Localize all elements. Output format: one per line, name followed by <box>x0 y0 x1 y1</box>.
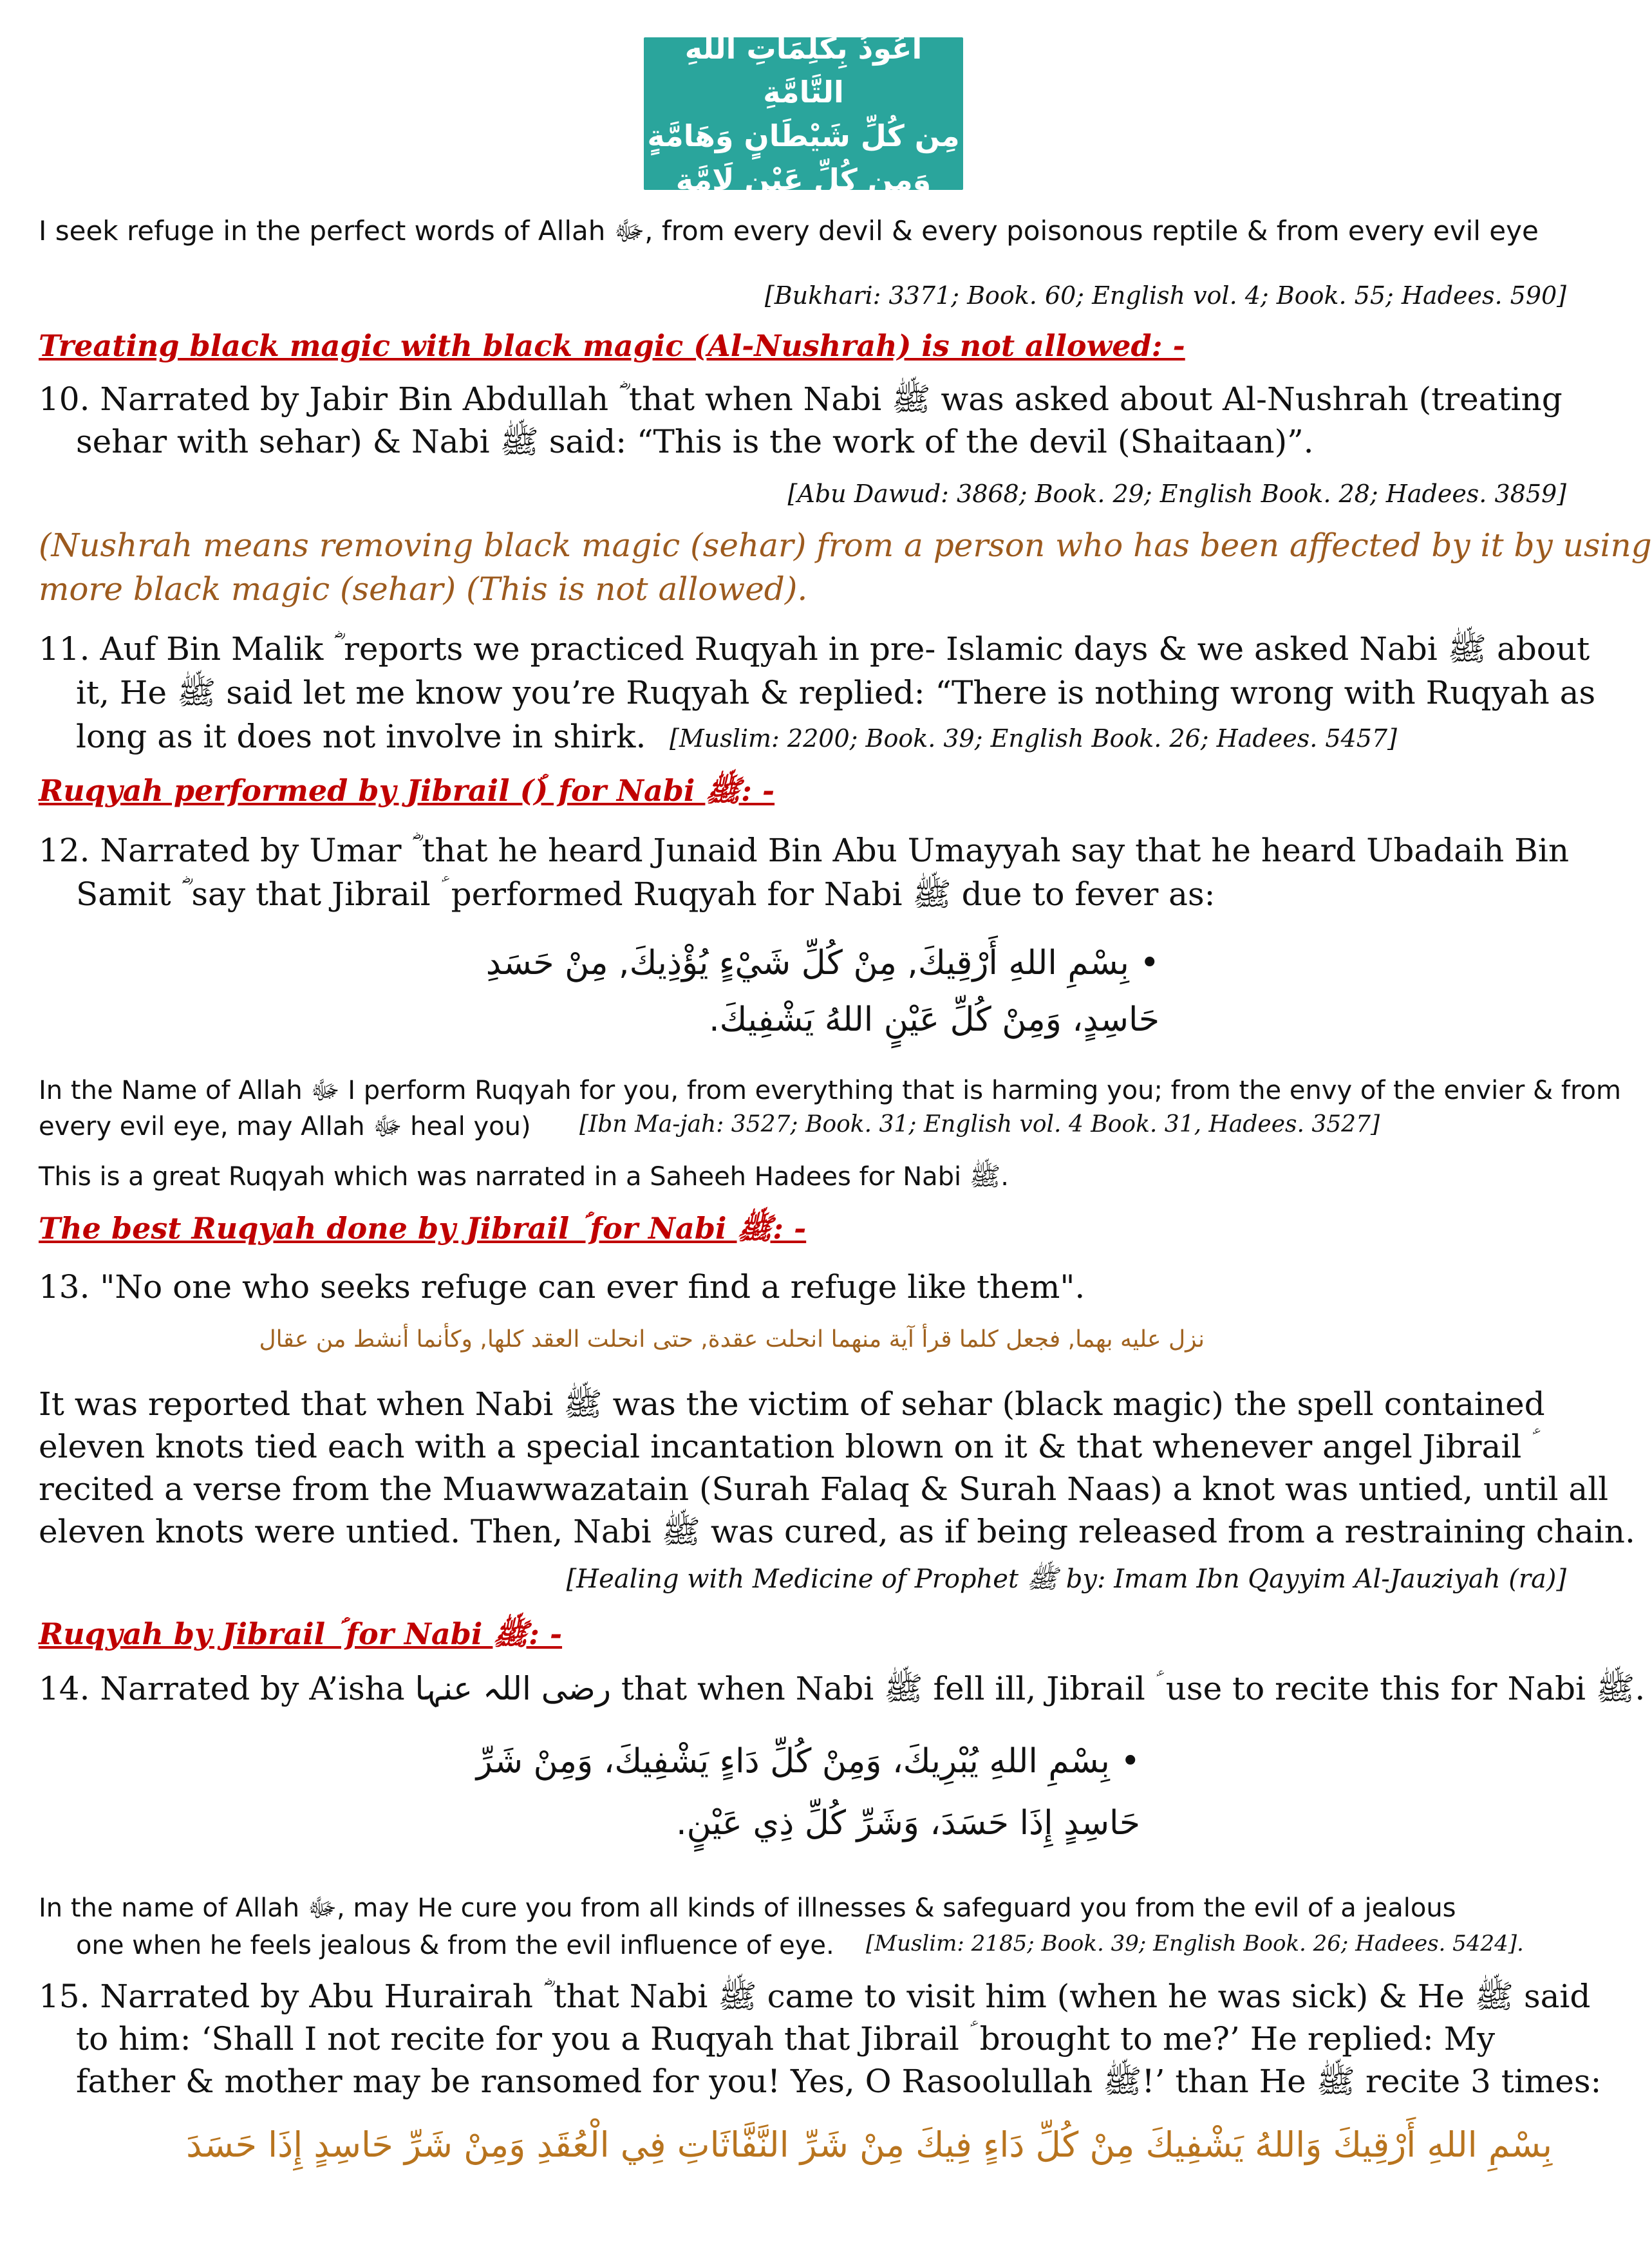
hadees-12-line-1: 12. Narrated by Umar ؓ that he heard Junaid Bin Abu Umayyah say that he heard Ubadaih Bin <box>39 832 1570 869</box>
hadees-11-line-3: long as it does not involve in shirk. <box>76 718 646 755</box>
banner-line-2: مِن كُلِّ شَيْطَانٍ وَهَامَّةٍ <box>647 118 960 153</box>
ruqyah-12-translation-line-2: every evil eye, may Allah ﷻ heal you) <box>39 1112 531 1141</box>
banner-line-3: وَمِن كُلِّ عَيْنٍ لَامَّةٍ <box>675 162 932 197</box>
section-heading-jibrail-ruqyah: Ruqyah performed by Jibrail (ؑ) for Nabi ﷺ: - <box>39 773 775 808</box>
ruqyah-arabic-15: بِسْمِ اللهِ أَرْقِيكَ وَاللهُ يَشْفِيكَ مِنْ كُلِّ دَاءٍ فِيكَ مِنْ شَرِّ النَّفَّاثَاتِ فِي الْعُقَدِ وَمِنْ شَرِّ حَاسِدٍ إِذَا حَسَدَ <box>186 2124 1552 2165</box>
healing-reference: [Healing with Medicine of Prophet ﷺ by: Imam Ibn Qayyim Al-Jauziyah (ra)] <box>566 1564 1566 1594</box>
saheeh-note: This is a great Ruqyah which was narrated in a Saheeh Hadees for Nabi ﷺ. <box>39 1162 1009 1192</box>
section-heading-best-ruqyah: The best Ruqyah done by Jibrail ؑ for Nabi ﷺ: - <box>39 1211 807 1246</box>
ruqyah-12-translation-line-1: In the Name of Allah ﷻ I perform Ruqyah for you, from everything that is harming you; from the envy of the envier & from <box>39 1076 1621 1105</box>
ruqyah-arabic-14-line-2: حَاسِدٍ إِذَا حَسَدَ، وَشَرِّ كُلِّ ذِي عَيْنٍ. <box>676 1804 1140 1842</box>
section-heading-ruqyah-by-jibrail: Ruqyah by Jibrail ؑ for Nabi ﷺ: - <box>39 1617 563 1651</box>
ruqyah-14-reference: [Muslim: 2185; Book. 39; English Book. 26; Hadees. 5424]. <box>866 1931 1524 1956</box>
ruqyah-14-translation-line-1: In the name of Allah ﷻ, may He cure you from all kinds of illnesses & safeguard you from the evil of a jealous <box>39 1893 1456 1923</box>
ruqyah-arabic-12-line-2: حَاسِدٍ، وَمِنْ كُلِّ عَيْنٍ اللهُ يَشْفِيكَ. <box>709 1000 1159 1039</box>
hadees-15-line-2: to him: ‘Shall I not recite for you a Ruqyah that Jibrail ؑ brought to me?’ He replied: My <box>76 2020 1496 2057</box>
section-heading-nushrah: Treating black magic with black magic (Al-Nushrah) is not allowed: - <box>39 328 1185 363</box>
hadees-12-line-2: Samit ؓ say that Jibrail ؑ performed Ruqyah for Nabi ﷺ due to fever as: <box>76 876 1216 913</box>
ruqyah-14-translation-line-2: one when he feels jealous & from the evil influence of eye. <box>76 1931 834 1960</box>
ruqyah-arabic-14-line-1: • بِسْمِ اللهِ يُبْرِيكَ، وَمِنْ كُلِّ دَاءٍ يَشْفِيكَ، وَمِنْ شَرِّ <box>476 1742 1140 1781</box>
hadees-14: 14. Narrated by A’isha رضی اللہ عنہا that when Nabi ﷺ fell ill, Jibrail ؑ use to recite this for Nabi ﷺ. <box>39 1670 1646 1707</box>
muawwazatain-arabic: نزل عليه بهما, فجعل كلما قرأ آية منهما انحلت عقدة, حتى انحلت العقد كلها, وكأنما أنشط من عقال <box>259 1326 1205 1353</box>
hadees-11-reference: [Muslim: 2200; Book. 39; English Book. 26; Hadees. 5457] <box>670 724 1397 753</box>
intro-reference: [Bukhari: 3371; Book. 60; English vol. 4; Book. 55; Hadees. 590] <box>764 281 1566 310</box>
hadees-11-line-1: 11. Auf Bin Malik ؓ reports we practiced Ruqyah in pre- Islamic days & we asked Nabi ﷺ about <box>39 630 1590 668</box>
sehar-paragraph-line-2: eleven knots tied each with a special incantation blown on it & that whenever angel Jibrail ؑ <box>39 1428 1532 1465</box>
sehar-paragraph-line-4: eleven knots were untied. Then, Nabi ﷺ was cured, as if being released from a restraining chain. <box>39 1513 1635 1550</box>
nushrah-note-line-2: more black magic (sehar) (This is not allowed). <box>39 570 808 608</box>
sehar-paragraph-line-1: It was reported that when Nabi ﷺ was the victim of sehar (black magic) the spell contained <box>39 1385 1545 1423</box>
hadees-10-line-2: sehar with sehar) & Nabi ﷺ said: “This is the work of the devil (Shaitaan)”. <box>76 423 1314 460</box>
hadees-15-line-3: father & mother may be ransomed for you! Yes, O Rasoolullah ﷺ!’ than He ﷺ recite 3 times: <box>76 2063 1602 2100</box>
hadees-11-line-2: it, He ﷺ said let me know you’re Ruqyah & replied: “There is nothing wrong with Ruqyah as <box>76 674 1596 711</box>
arabic-banner <box>644 30 963 197</box>
hadees-15-line-1: 15. Narrated by Abu Hurairah ؓ that Nabi ﷺ came to visit him (when he was sick) & He ﷺ said <box>39 1978 1591 2015</box>
banner-line-1: أَعُوذُ بِكَلِمَاتِ اللهِ التَّامَّةِ <box>684 30 923 109</box>
hadees-10-reference: [Abu Dawud: 3868; Book. 29; English Book. 28; Hadees. 3859] <box>787 480 1566 508</box>
nushrah-note-line-1: (Nushrah means removing black magic (sehar) from a person who has been affected by it by using <box>39 527 1652 564</box>
ruqyah-arabic-12-line-1: • بِسْمِ اللهِ أَرْقِيكَ, مِنْ كُلِّ شَيْءٍ يُؤْذِيكَ, مِنْ حَسَدِ <box>485 944 1159 982</box>
sehar-paragraph-line-3: recited a verse from the Muawwazatain (Surah Falaq & Surah Naas) a knot was untied, until all <box>39 1470 1609 1508</box>
intro-translation: I seek refuge in the perfect words of Allah ﷻ, from every devil & every poisonous reptile & from every evil eye <box>39 215 1539 247</box>
hadees-10-line-1: 10. Narrated by Jabir Bin Abdullah ؓ that when Nabi ﷺ was asked about Al-Nushrah (treating <box>39 380 1563 418</box>
hadees-13: 13. "No one who seeks refuge can ever find a refuge like them". <box>39 1268 1085 1306</box>
ruqyah-12-reference: [Ibn Ma-jah: 3527; Book. 31; English vol. 4 Book. 31, Hadees. 3527] <box>579 1111 1380 1138</box>
